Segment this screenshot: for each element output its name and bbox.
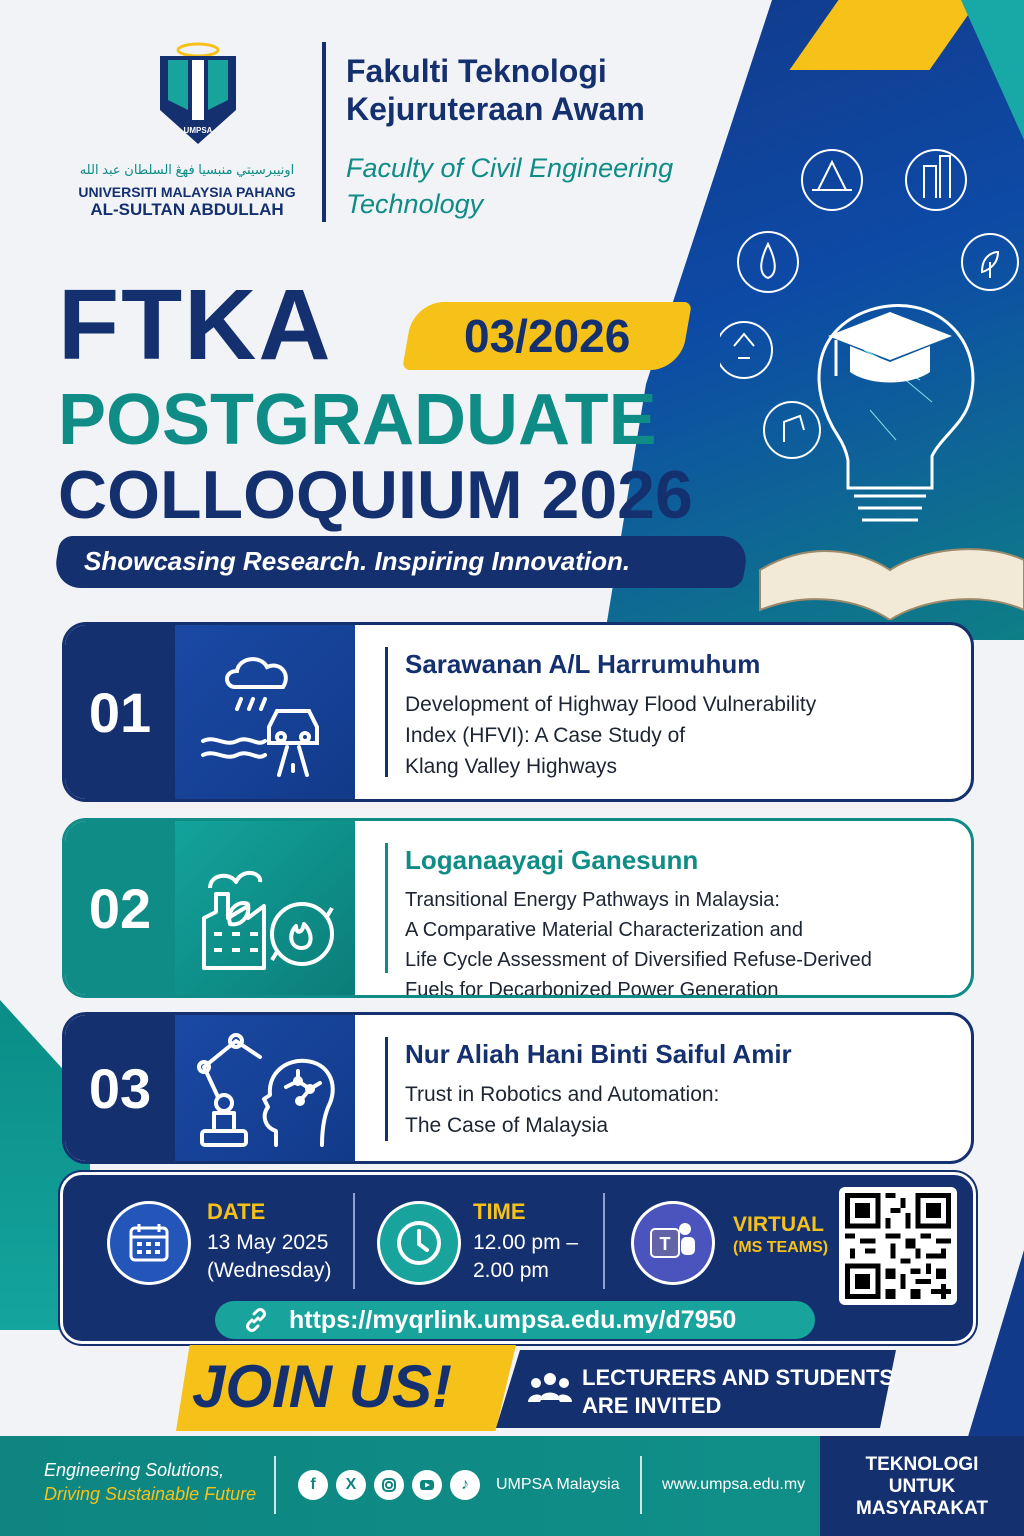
- event-link-text[interactable]: https://myqrlink.umpsa.edu.my/d7950: [289, 1305, 737, 1334]
- footer-divider: [274, 1456, 276, 1514]
- topic-line: Life Cycle Assessment of Diversified Refuse-Derived: [405, 949, 872, 971]
- lightbulb-illustration: [720, 140, 1024, 620]
- date-label: DATE: [207, 1199, 266, 1224]
- footer: [0, 1436, 1024, 1536]
- venue-label: VIRTUAL: [733, 1213, 824, 1236]
- event-title-postgraduate: POSTGRADUATE: [58, 380, 657, 460]
- presenter-name: Nur Aliah Hani Binti Saiful Amir: [405, 1039, 792, 1069]
- recycle-icon: [734, 334, 754, 358]
- presenter-number: 01: [65, 625, 175, 799]
- presenter-topic: [405, 689, 965, 782]
- topic-line: The Case of Malaysia: [405, 1114, 609, 1137]
- link-icon: [243, 1307, 269, 1333]
- presenter-number: 03: [65, 1015, 175, 1161]
- water-drop-icon: [761, 244, 775, 278]
- youtube-icon[interactable]: [412, 1470, 442, 1500]
- event-title-colloquium: COLLOQUIUM 2026: [58, 457, 693, 533]
- presenter-card-3: [62, 1012, 974, 1164]
- time-line2: 2.00 pm: [473, 1259, 549, 1282]
- motto-box: [820, 1436, 1024, 1536]
- presenter-name: Sarawanan A/L Harrumuhum: [405, 649, 761, 679]
- motto-line3: MASYARAKAT: [856, 1498, 988, 1519]
- presenter-card-2: [62, 818, 974, 998]
- topic-line: Development of Highway Flood Vulnerability: [405, 693, 817, 716]
- topic-line: A Comparative Material Characterization and: [405, 919, 803, 941]
- social-handle[interactable]: UMPSA Malaysia: [496, 1476, 620, 1493]
- date-value: [207, 1229, 332, 1285]
- footer-tagline: [44, 1458, 256, 1506]
- badge-text: 03/2026: [463, 310, 631, 362]
- presenter-icon-box: [175, 1015, 355, 1161]
- presenter-card-1: [62, 622, 974, 802]
- presenter-name: Loganaayagi Ganesunn: [405, 845, 699, 875]
- event-number-badge: [402, 302, 692, 370]
- event-link[interactable]: [215, 1301, 815, 1339]
- footer-tagline-line1: Engineering Solutions,: [44, 1460, 225, 1480]
- presenter-icon-box: [175, 625, 355, 799]
- robot-arm-brain-icon: [190, 1023, 340, 1153]
- university-name: [62, 183, 312, 219]
- footer-divider: [640, 1456, 642, 1514]
- open-book-icon: [760, 549, 1024, 620]
- topic-line: Index (HFVI): A Case Study of: [405, 724, 686, 747]
- factory-energy-icon: [190, 838, 340, 978]
- calendar-icon: [107, 1201, 191, 1285]
- invite-text: [582, 1364, 894, 1420]
- svg-text:T: T: [659, 1234, 671, 1254]
- header-divider: [322, 42, 326, 222]
- card-divider: [385, 1037, 388, 1141]
- logo-text: UMPSA: [183, 126, 213, 135]
- robot-arm-small-icon: [784, 416, 804, 442]
- clock-icon: [377, 1201, 461, 1285]
- presenter-number: 02: [65, 821, 175, 995]
- faculty-en-line1: Faculty of Civil Engineering: [346, 153, 674, 183]
- faculty-name-english: [346, 150, 673, 222]
- presenter-topic: [405, 1079, 965, 1141]
- time-label: TIME: [473, 1199, 526, 1224]
- x-twitter-icon[interactable]: X: [336, 1470, 366, 1500]
- time-line1: 12.00 pm –: [473, 1231, 579, 1254]
- join-us-text: JOIN US!: [192, 1353, 453, 1420]
- topic-line: Trust in Robotics and Automation:: [405, 1083, 720, 1106]
- invite-line2: ARE INVITED: [582, 1393, 722, 1418]
- people-group-icon: [528, 1370, 572, 1406]
- motto-line1: TEKNOLOGI: [865, 1454, 979, 1475]
- date-line2: (Wednesday): [207, 1259, 332, 1282]
- event-title-ftka: FTKA: [58, 269, 333, 381]
- date-line1: 13 May 2025: [207, 1231, 329, 1254]
- university-logo: [158, 40, 238, 150]
- invite-line1: LECTURERS AND STUDENTS: [582, 1365, 895, 1390]
- buildings-icon: [924, 156, 950, 198]
- footer-tagline-line2: Driving Sustainable Future: [44, 1484, 257, 1504]
- card-divider: [385, 843, 388, 973]
- topic-line: Fuels for Decarbonized Power Generation: [405, 979, 779, 998]
- presenter-icon-box: [175, 821, 355, 995]
- slogan-text: Showcasing Research. Inspiring Innovation.: [84, 546, 631, 576]
- ms-teams-icon: [631, 1201, 715, 1285]
- faculty-ms-line2: Kejuruteraan Awam: [346, 91, 645, 127]
- motto-line2: UNTUK: [888, 1476, 956, 1497]
- qr-code[interactable]: [839, 1187, 957, 1305]
- facebook-icon[interactable]: f: [298, 1470, 328, 1500]
- topic-line: Transitional Energy Pathways in Malaysia:: [405, 889, 780, 911]
- flood-highway-icon: [195, 647, 335, 777]
- venue-sublabel: (MS TEAMS): [733, 1239, 829, 1256]
- card-divider: [385, 647, 388, 777]
- leaf-icon: [982, 252, 998, 278]
- faculty-ms-line1: Fakulti Teknologi: [346, 53, 607, 89]
- university-arabic-name: اونيبرسيتي منبسيا فهڠ السلطان عبد الله: [79, 162, 295, 177]
- bridge-icon: [812, 162, 852, 190]
- topic-line: Klang Valley Highways: [405, 755, 618, 778]
- info-divider: [353, 1193, 355, 1289]
- event-details-panel: [60, 1172, 976, 1344]
- faculty-en-line2: Technology: [346, 189, 484, 219]
- university-name-line2: AL-SULTAN ABDULLAH: [90, 200, 284, 219]
- info-divider: [603, 1193, 605, 1289]
- instagram-icon[interactable]: [374, 1470, 404, 1500]
- university-name-line1: UNIVERSITI MALAYSIA PAHANG: [78, 184, 296, 200]
- tiktok-icon[interactable]: ♪: [450, 1470, 480, 1500]
- time-value: [473, 1229, 578, 1285]
- website-link[interactable]: www.umpsa.edu.my: [662, 1476, 806, 1493]
- presenter-topic: [405, 885, 965, 998]
- faculty-name-malay: [346, 52, 645, 128]
